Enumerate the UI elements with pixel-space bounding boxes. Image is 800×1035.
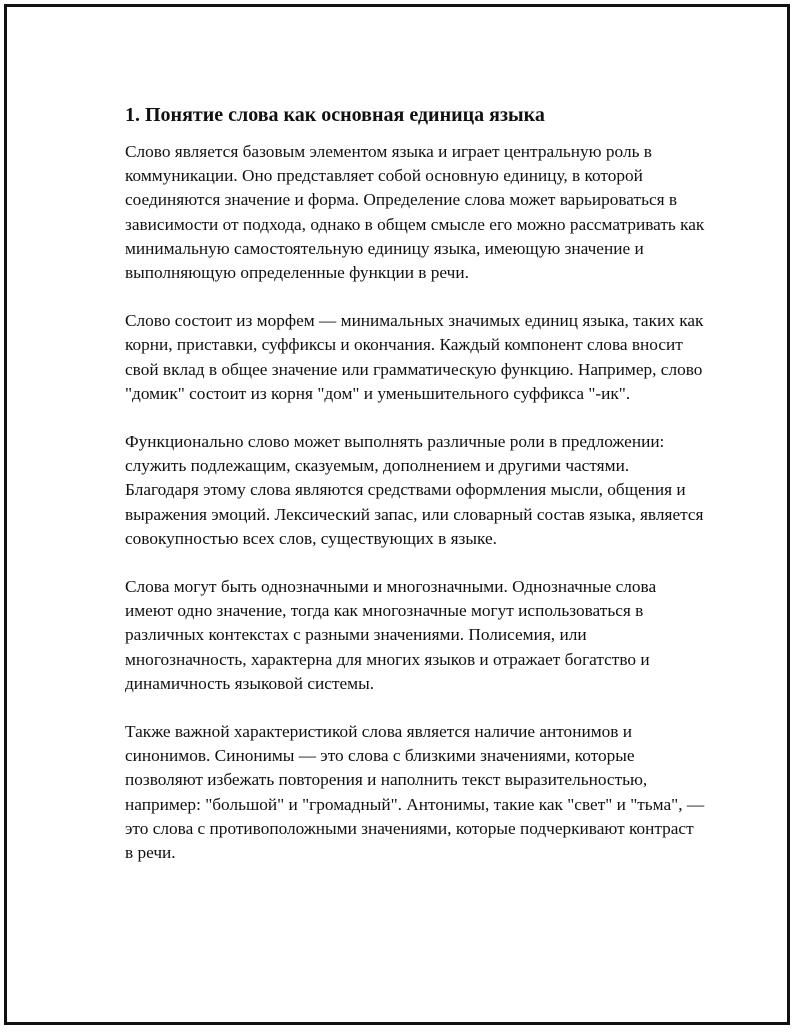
paragraph-functions: Функционально слово может выполнять различные роли в предложении: служить подлежащим, сказуемым, дополнением и другими частями. Благодаря этому слова являются средствами оформления мысли, общения и выражения эмоций. Лексический запас, или словарный состав языка, является совокупностью всех слов, существующих в языке. [125,432,704,548]
paragraph-synonyms-antonyms: Также важной характеристикой слова является наличие антонимов и синонимов. Синонимы — это слова с близкими значениями, которые позволяют избежать повторения и наполнить текст выразительностью, например: "большой" и "громадный". Антонимы, такие как "свет" и "тьма", — это слова с противоположными значениями, которые подчеркивают контраст в речи. [125,722,705,863]
paragraph-morphemes: Слово состоит из морфем — минимальных значимых единиц языка, таких как корни, приставки, суффиксы и окончания. Каждый компонент слова вносит свой вклад в общее значение или грамматическую функцию. Например, слово "домик" состоит из корня "дом" и уменьшительного суффикса "-ик". [125,311,704,403]
paragraph-word-definition: Слово является базовым элементом языка и играет центральную роль в коммуникации. Оно представляет собой основную единицу, в которой соединяются значение и форма. Определение слова может варьироваться в зависимости от подхода, однако в общем смысле его можно рассматривать как минимальную самостоятельную единицу языка, имеющую значение и выполняющую определенные функции в речи. [125,142,705,283]
page-border [4,4,790,1025]
section-heading: 1. Понятие слова как основная единица языка [125,104,545,126]
paragraph-polysemy: Слова могут быть однозначными и многозначными. Однозначные слова имеют одно значение, тогда как многозначные могут использоваться в различных контекстах с разными значениями. Полисемия, или многозначность, характерна для многих языков и отражает богатство и динамичность языковой системы. [125,577,657,693]
document-body [125,102,705,865]
